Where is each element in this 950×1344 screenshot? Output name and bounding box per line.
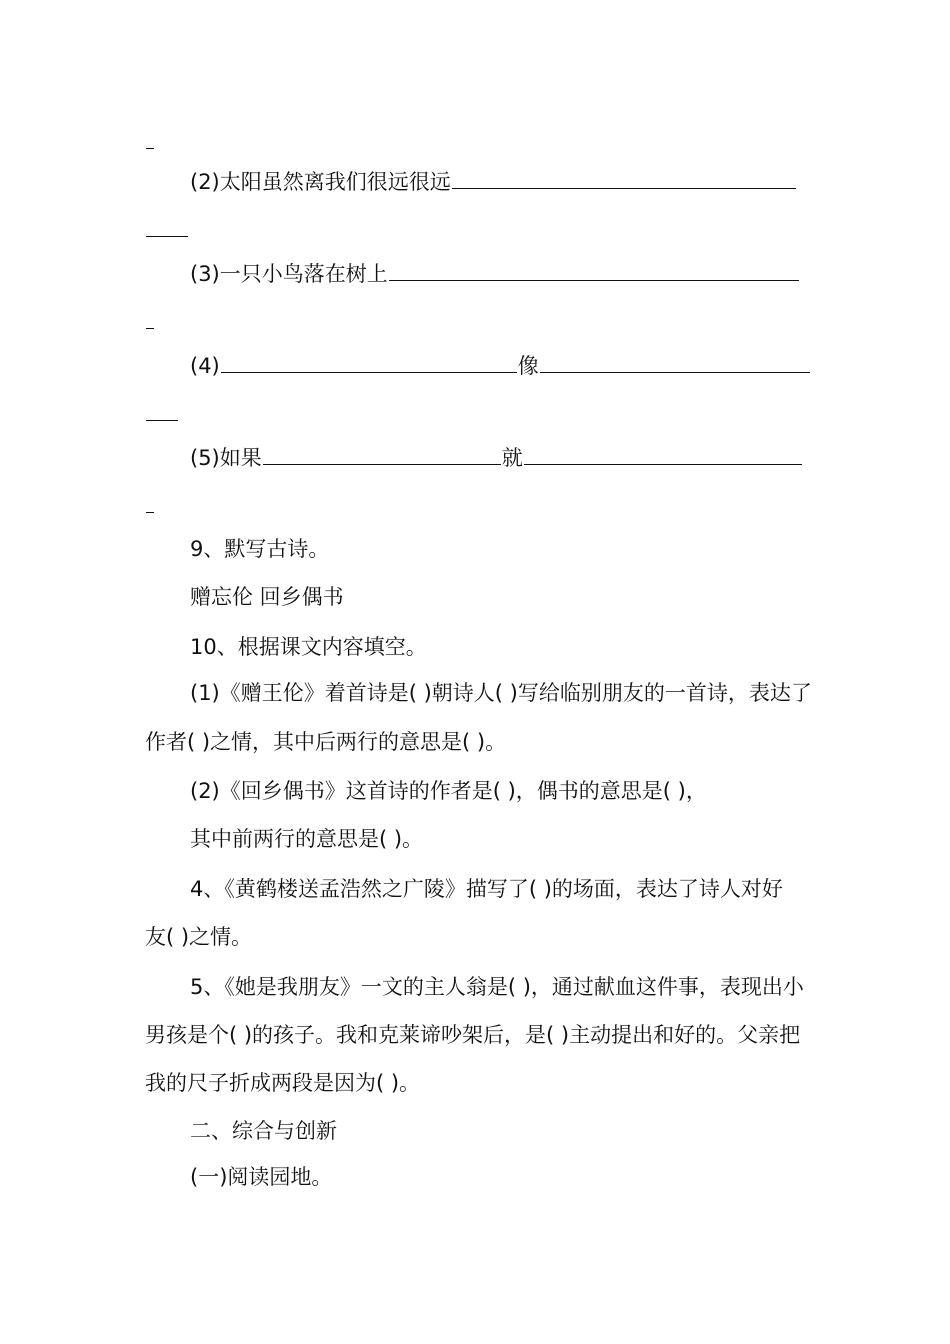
q10-part1-text: (1)《赠王伦》着首诗是( )朝诗人( )写给临别朋友的一首诗，表达了 — [190, 681, 812, 705]
answer-blank[interactable] — [221, 350, 517, 373]
q8-item-2 — [190, 166, 797, 196]
q8-item-5-prefix: (5)如果 — [190, 446, 262, 470]
q8-item-3-text: (3)一只小鸟落在树上 — [190, 262, 388, 286]
answer-blank-continuation — [145, 398, 179, 428]
answer-blank-continuation — [145, 490, 155, 520]
q10-part2-line2: 其中前两行的意思是( )。 — [190, 827, 424, 851]
q10-part5-line2: 男孩是个( )的孩子。我和克莱谛吵架后，是( )主动提出和好的。父亲把 — [145, 1023, 801, 1047]
answer-blank[interactable] — [146, 214, 188, 237]
answer-blank-continuation — [145, 126, 155, 156]
section2-heading: 二、综合与创新 — [190, 1119, 337, 1143]
answer-blank[interactable] — [146, 306, 154, 329]
answer-blank[interactable] — [540, 350, 810, 373]
q10-part4-line1 — [145, 874, 783, 904]
answer-blank[interactable] — [452, 166, 796, 189]
q8-item-2-text: (2)太阳虽然离我们很远很远 — [190, 170, 451, 194]
q10-part5-text: 5、《她是我朋友》一文的主人翁是( )，通过献血这件事，表现出小 — [190, 975, 804, 999]
q10-part1-line2: 作者( )之情，其中后两行的意思是( )。 — [145, 730, 507, 754]
answer-blank[interactable] — [389, 258, 799, 281]
q8-item-4-prefix: (4) — [190, 354, 220, 378]
q10-part5-line1 — [145, 972, 804, 1002]
answer-blank[interactable] — [146, 490, 154, 513]
q9-poem-titles: 赠忘伦 回乡偶书 — [190, 585, 344, 609]
q8-item-4-connector: 像 — [517, 354, 539, 378]
q10-part4-text: 4、《黄鹤楼送孟浩然之广陵》描写了( )的场面，表达了诗人对好 — [190, 877, 783, 901]
answer-blank-continuation — [145, 214, 189, 244]
q10-part2-line1: (2)《回乡偶书》这首诗的作者是( )，偶书的意思是( )， — [190, 779, 707, 803]
answer-blank[interactable] — [524, 442, 802, 465]
q8-item-5 — [190, 442, 803, 472]
q8-item-5-connector: 就 — [501, 446, 523, 470]
q10-part5-line3: 我的尺子折成两段是因为( )。 — [145, 1071, 421, 1095]
q10-part4-line2: 友( )之情。 — [145, 925, 253, 949]
answer-blank[interactable] — [146, 126, 154, 149]
answer-blank[interactable] — [263, 442, 501, 465]
q8-item-3 — [190, 258, 800, 288]
q8-item-4 — [190, 350, 811, 380]
answer-blank-continuation — [145, 306, 155, 336]
answer-blank[interactable] — [146, 398, 178, 421]
q10-heading: 10、根据课文内容填空。 — [190, 635, 427, 659]
section2-subheading: (一)阅读园地。 — [190, 1165, 333, 1189]
q9-heading: 9、默写古诗。 — [190, 537, 330, 561]
q10-part1-line1 — [145, 678, 812, 708]
